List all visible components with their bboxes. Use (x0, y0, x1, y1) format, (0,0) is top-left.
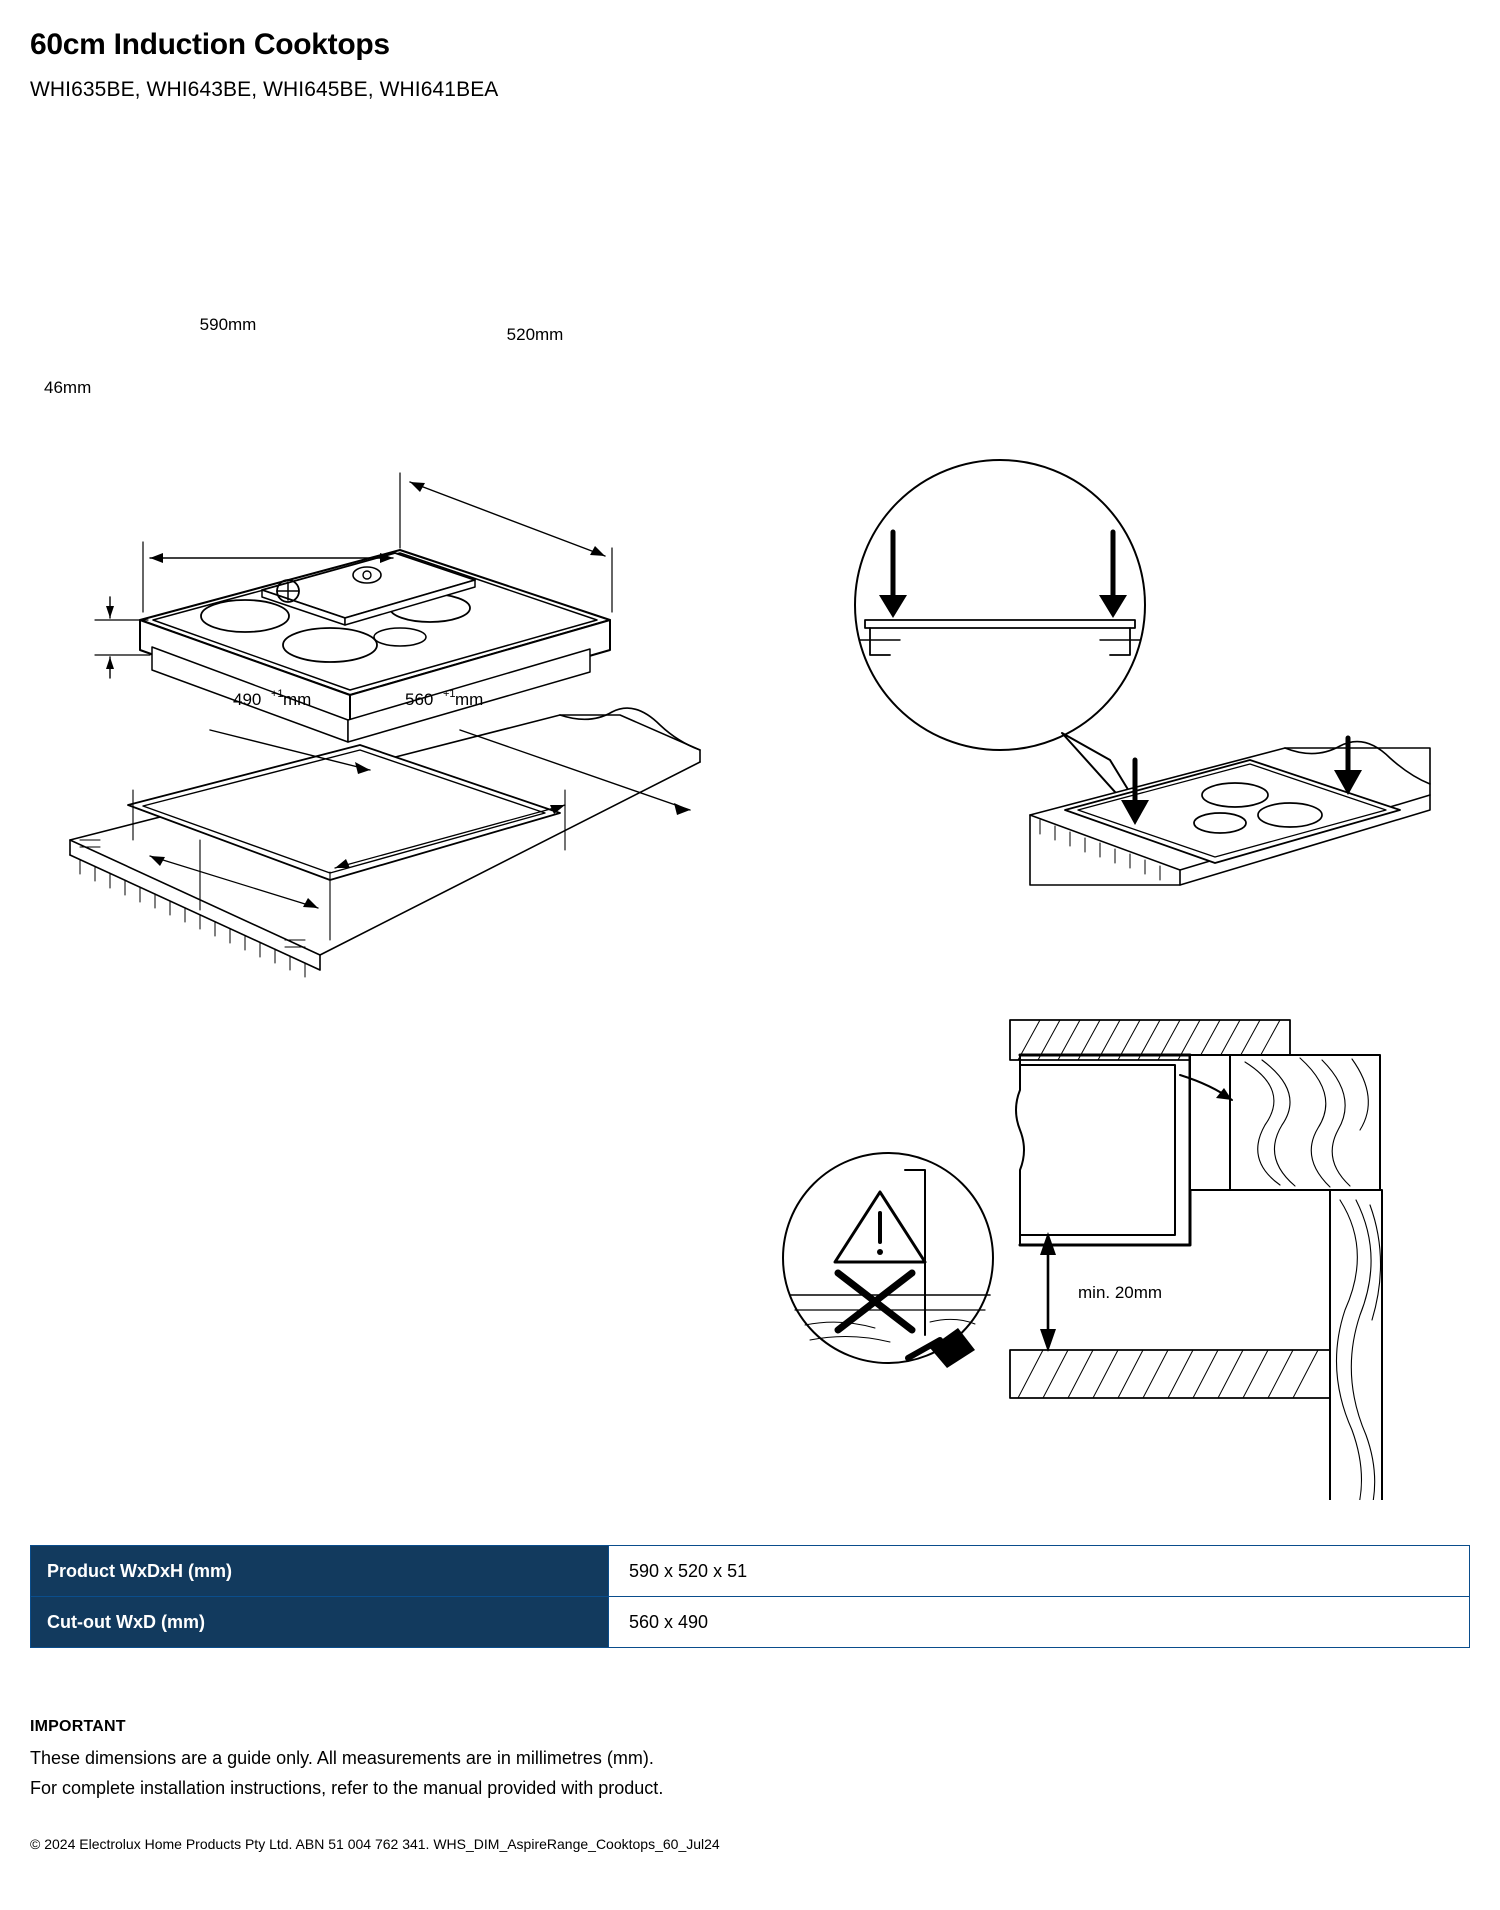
dim-cutout-width-tol: +1 (443, 688, 456, 700)
model-list: WHI635BE, WHI643BE, WHI645BE, WHI641BEA (30, 78, 499, 101)
dim-cutout-width-unit: mm (455, 690, 484, 709)
dim-height-label: 46mm (44, 378, 92, 397)
dim-cutout-depth-label: 490 (233, 690, 262, 709)
copyright-notice: © 2024 Electrolux Home Products Pty Ltd. ABN 51 004 762 341. WHS_DIM_AspireRange_Cooktops_60_Jul24 (30, 1836, 720, 1852)
dim-min-gap-label: min. 20mm (1078, 1283, 1163, 1302)
important-note-line-1: These dimensions are a guide only. All measurements are in millimetres (mm). (30, 1748, 654, 1768)
seal-detail-callout (855, 460, 1160, 842)
spec-value-cutout: 560 x 490 (609, 1597, 1470, 1648)
dim-depth-label: 520mm (506, 325, 564, 344)
benchtop-cutout-view (70, 708, 700, 977)
dim-cutout-depth-tol: +1 (271, 688, 284, 700)
drawing-canvas (0, 150, 1500, 1500)
table-row (31, 1546, 1470, 1597)
dim-cutout-width-label: 560 (405, 690, 434, 709)
technical-drawings (0, 150, 1500, 1500)
important-note-line-2: For complete installation instructions, refer to the manual provided with product. (30, 1778, 664, 1798)
spec-label-product: Product WxDxH (mm) (31, 1546, 609, 1597)
table-row (31, 1597, 1470, 1648)
important-heading: IMPORTANT (30, 1718, 126, 1735)
cooktop-isometric-view (95, 473, 612, 742)
clearance-section-view (783, 1020, 1382, 1500)
dim-cutout-depth-unit: mm (283, 690, 312, 709)
page-title: 60cm Induction Cooktops (30, 28, 390, 61)
spec-label-cutout: Cut-out WxD (mm) (31, 1597, 609, 1648)
spec-value-product: 590 x 520 x 51 (609, 1546, 1470, 1597)
dim-width-label: 590mm (199, 315, 257, 334)
specification-table (30, 1545, 1470, 1648)
